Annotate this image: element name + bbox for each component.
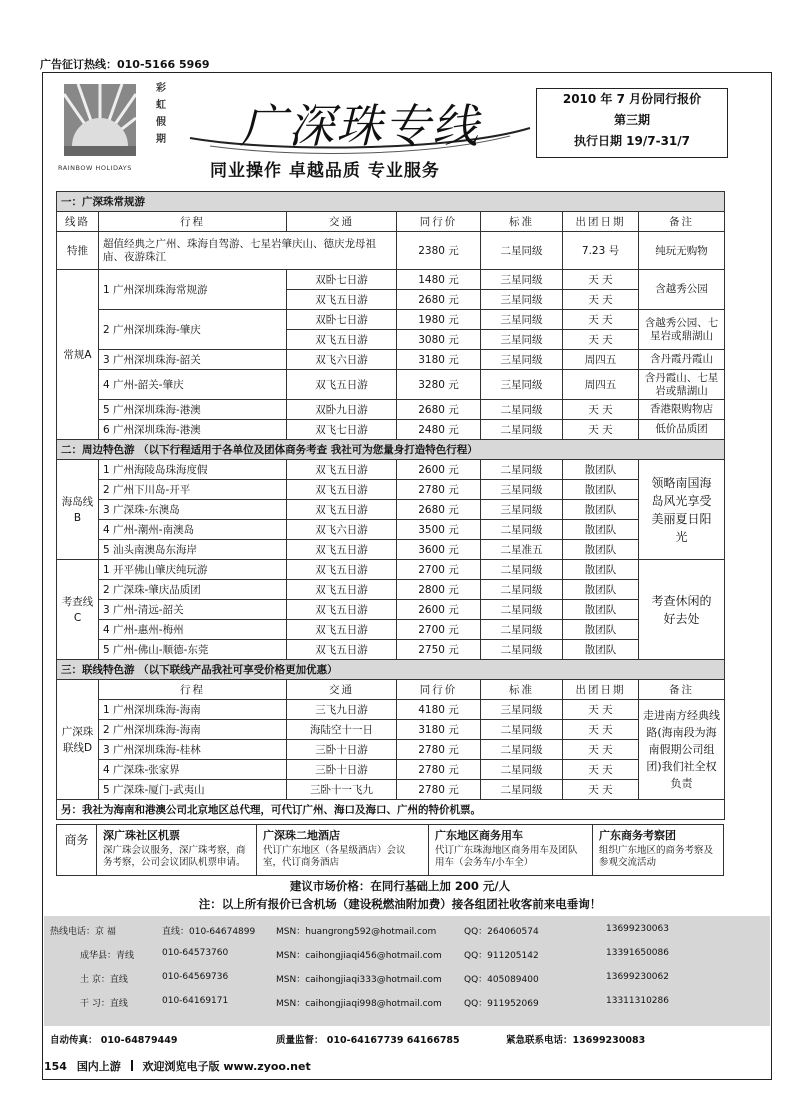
cell-departure: 散团队 bbox=[563, 520, 639, 540]
cell-departure: 天 天 bbox=[563, 330, 639, 350]
price-dates: 执行日期 19/7-31/7 bbox=[573, 134, 691, 148]
cell-transport: 海陆空十一日 bbox=[287, 720, 397, 740]
contact-qq: QQ：405089400 bbox=[464, 975, 539, 985]
header-price: 同行价 bbox=[397, 680, 481, 700]
cell-price: 2680 元 bbox=[397, 290, 481, 310]
cell-standard: 二星同级 bbox=[481, 580, 563, 600]
price-issue: 第三期 bbox=[613, 113, 650, 127]
cell-itinerary: 5 广州深圳珠海-港澳 bbox=[99, 400, 287, 420]
cell-standard: 二星同级 bbox=[481, 720, 563, 740]
suggested-price: 建议市场价格：在同行基础上加 200 元/人 bbox=[289, 879, 511, 893]
cell-price: 2380 元 bbox=[397, 232, 481, 270]
cell-standard: 二星同级 bbox=[481, 620, 563, 640]
service-title: 广东商务考察团 bbox=[599, 829, 676, 842]
group-label: 常规A bbox=[57, 270, 99, 440]
contact-msn: MSN：caihongjiaqi333@hotmail.com bbox=[276, 975, 442, 985]
section-2-title: 二：周边特色游 （以下行程适用于各单位及团体商务考查 我社可为您量身打造特色行程） bbox=[57, 440, 725, 460]
price-footnote: 注：以上所有报价已含机场（建设税燃油附加费）接各组团社收客前来电垂询！ bbox=[198, 897, 602, 911]
cell-price: 2780 元 bbox=[397, 740, 481, 760]
table-row bbox=[57, 540, 725, 560]
cell-departure: 散团队 bbox=[563, 600, 639, 620]
cell-itinerary: 1 广州海陵岛珠海度假 bbox=[99, 460, 287, 480]
contact-mobile: 13391650086 bbox=[606, 948, 669, 958]
service-desc: 代订广东地区（各星级酒店）会议室，代订商务酒店 bbox=[263, 845, 406, 868]
cell-remark: 香港限购物店 bbox=[639, 400, 725, 420]
contact-qq: QQ：264060574 bbox=[464, 927, 539, 937]
service-desc: 组织广东地区的商务考察及参观交流活动 bbox=[599, 845, 714, 868]
rainbow-logo bbox=[56, 76, 168, 184]
cell-transport: 双飞五日游 bbox=[287, 640, 397, 660]
cell-price: 3600 元 bbox=[397, 540, 481, 560]
table-row bbox=[57, 780, 725, 800]
logo-cn-name: 彩虹假期 bbox=[156, 83, 166, 145]
service-hotels bbox=[257, 825, 429, 875]
cell-transport: 双飞六日游 bbox=[287, 350, 397, 370]
contact-panel bbox=[44, 916, 770, 1026]
cell-departure: 散团队 bbox=[563, 500, 639, 520]
cell-itinerary: 3 广州深圳珠海-桂林 bbox=[99, 740, 287, 760]
cell-price: 2700 元 bbox=[397, 560, 481, 580]
service-title: 深广珠社区机票 bbox=[103, 829, 180, 842]
cell-itinerary: 4 广州-潮州-南澳岛 bbox=[99, 520, 287, 540]
fax: 自动传真： 010-64879449 bbox=[50, 1035, 178, 1046]
cell-standard: 二星同级 bbox=[481, 232, 563, 270]
cell-transport: 双飞五日游 bbox=[287, 580, 397, 600]
cell-remark: 考查休闲的好去处 bbox=[639, 560, 725, 660]
cell-remark: 领略南国海岛风光享受美丽夏日阳光 bbox=[639, 460, 725, 560]
group-label: 广深珠联线D bbox=[57, 680, 99, 800]
table-row bbox=[57, 310, 725, 330]
cell-standard: 二星同级 bbox=[481, 600, 563, 620]
price-table bbox=[56, 191, 725, 820]
cell-itinerary: 5 汕头南澳岛东海岸 bbox=[99, 540, 287, 560]
cell-itinerary: 超值经典之广州、珠海自驾游、七星岩肇庆山、德庆龙母祖庙、夜游珠江 bbox=[99, 232, 397, 270]
header-departure: 出团日期 bbox=[563, 680, 639, 700]
sun-logo-icon bbox=[64, 84, 136, 156]
cell-transport: 双飞五日游 bbox=[287, 480, 397, 500]
slogan: 同业操作 卓越品质 专业服务 bbox=[210, 161, 440, 181]
cell-standard: 二星同级 bbox=[481, 640, 563, 660]
header-transport: 交通 bbox=[287, 212, 397, 232]
header-remarks: 备注 bbox=[639, 212, 725, 232]
emergency-phone: 紧急联系电话：13699230083 bbox=[506, 1035, 646, 1046]
cell-remark: 含丹霞丹霞山 bbox=[639, 350, 725, 370]
cell-transport: 双卧九日游 bbox=[287, 400, 397, 420]
cell-departure: 天 天 bbox=[563, 420, 639, 440]
header-standard: 标准 bbox=[481, 680, 563, 700]
cell-transport: 双飞五日游 bbox=[287, 290, 397, 310]
contact-row bbox=[44, 996, 770, 1012]
cell-standard: 三星同级 bbox=[481, 290, 563, 310]
contact-mobile: 13699230063 bbox=[606, 924, 669, 934]
contact-row bbox=[44, 972, 770, 988]
section-1-title: 一：广深珠常规游 bbox=[57, 192, 725, 212]
footer-slogan: 欢迎浏览电子版 www.zyoo.net bbox=[142, 1060, 311, 1073]
table-row bbox=[57, 560, 725, 580]
cell-price: 3180 元 bbox=[397, 350, 481, 370]
cell-price: 1480 元 bbox=[397, 270, 481, 290]
contact-row bbox=[44, 948, 770, 964]
contact-city: 成华县：青线 bbox=[80, 951, 135, 961]
section-name: 国内上游 bbox=[76, 1060, 121, 1073]
cell-itinerary: 4 广深珠-张家界 bbox=[99, 760, 287, 780]
cell-standard: 三星同级 bbox=[481, 370, 563, 400]
contact-msn: MSN：caihongjiaqi456@hotmail.com bbox=[276, 951, 442, 961]
business-services bbox=[56, 824, 724, 876]
cell-price: 2600 元 bbox=[397, 460, 481, 480]
cell-price: 3080 元 bbox=[397, 330, 481, 350]
service-flights bbox=[97, 825, 257, 875]
cell-remark: 低价品质团 bbox=[639, 420, 725, 440]
cell-price: 2780 元 bbox=[397, 480, 481, 500]
cell-standard: 三星同级 bbox=[481, 270, 563, 290]
cell-transport: 双卧七日游 bbox=[287, 310, 397, 330]
cell-departure: 天 天 bbox=[563, 400, 639, 420]
contact-msn: MSN：caihongjiaqi998@hotmail.com bbox=[276, 999, 442, 1009]
table-row bbox=[57, 620, 725, 640]
header-departure: 出团日期 bbox=[563, 212, 639, 232]
cell-transport: 三飞九日游 bbox=[287, 700, 397, 720]
cell-departure: 散团队 bbox=[563, 620, 639, 640]
cell-price: 2480 元 bbox=[397, 420, 481, 440]
cell-departure: 散团队 bbox=[563, 640, 639, 660]
contact-qq: QQ：911952069 bbox=[464, 999, 539, 1009]
logo-en-name: RAINBOW HOLIDAYS bbox=[58, 164, 132, 172]
cell-itinerary: 2 广州深圳珠海-海南 bbox=[99, 720, 287, 740]
cell-price: 2680 元 bbox=[397, 500, 481, 520]
table-header bbox=[57, 212, 725, 232]
cell-price: 2800 元 bbox=[397, 580, 481, 600]
cell-transport: 双飞五日游 bbox=[287, 370, 397, 400]
quality-supervision: 质量监督： 010-64167739 64166785 bbox=[276, 1035, 460, 1046]
cell-transport: 三卧十日游 bbox=[287, 760, 397, 780]
table-row bbox=[57, 350, 725, 370]
cell-price: 2600 元 bbox=[397, 600, 481, 620]
cell-departure: 天 天 bbox=[563, 270, 639, 290]
cell-transport: 双飞五日游 bbox=[287, 620, 397, 640]
cell-price: 2700 元 bbox=[397, 620, 481, 640]
header-itinerary: 行程 bbox=[99, 212, 287, 232]
contact-tel: 010-64169171 bbox=[162, 996, 229, 1006]
table-header bbox=[57, 680, 725, 700]
cell-departure: 周四五 bbox=[563, 350, 639, 370]
cell-departure: 散团队 bbox=[563, 480, 639, 500]
table-row bbox=[57, 760, 725, 780]
service-title: 广东地区商务用车 bbox=[435, 829, 523, 842]
cell-itinerary: 1 广州深圳珠海常规游 bbox=[99, 270, 287, 310]
cell-itinerary: 5 广州-佛山-顺德-东莞 bbox=[99, 640, 287, 660]
cell-standard: 三星同级 bbox=[481, 500, 563, 520]
service-desc: 深广珠会议服务，深广珠考察，商务考察，公司会议团队机票申请。 bbox=[103, 845, 246, 868]
cell-remark: 含越秀公园、七星岩或鼎湖山 bbox=[639, 310, 725, 350]
contact-qq: QQ：911205142 bbox=[464, 951, 539, 961]
cell-price: 1980 元 bbox=[397, 310, 481, 330]
cell-standard: 二星准五 bbox=[481, 540, 563, 560]
cell-itinerary: 3 广州-清远-韶关 bbox=[99, 600, 287, 620]
table-row bbox=[57, 720, 725, 740]
price-month: 2010 年 7 月份同行报价 bbox=[562, 92, 702, 106]
cell-transport: 双飞五日游 bbox=[287, 500, 397, 520]
cell-itinerary: 5 广深珠-厦门-武夷山 bbox=[99, 780, 287, 800]
cell-transport: 三卧十一飞九 bbox=[287, 780, 397, 800]
group-label: 海岛线B bbox=[57, 460, 99, 560]
contact-msn: MSN：huangrong592@hotmail.com bbox=[276, 927, 437, 937]
page-footer bbox=[44, 1058, 311, 1074]
cell-itinerary: 6 广州深圳珠海-港澳 bbox=[99, 420, 287, 440]
cell-transport: 双飞五日游 bbox=[287, 560, 397, 580]
cell-remark: 走进南方经典线路(海南段为海南假期公司组团)我们社全权负责 bbox=[639, 700, 725, 800]
cell-itinerary: 4 广州-韶关-肇庆 bbox=[99, 370, 287, 400]
table-row bbox=[57, 370, 725, 400]
cell-remark: 含丹霞山、七星岩或鼎湖山 bbox=[639, 370, 725, 400]
table-row bbox=[57, 400, 725, 420]
cell-price: 2780 元 bbox=[397, 780, 481, 800]
contact-city: 干 习：直线 bbox=[80, 999, 128, 1009]
cell-standard: 二星同级 bbox=[481, 740, 563, 760]
cell-price: 4180 元 bbox=[397, 700, 481, 720]
header-itinerary: 行程 bbox=[99, 680, 287, 700]
cell-standard: 二星同级 bbox=[481, 420, 563, 440]
cell-standard: 二星同级 bbox=[481, 760, 563, 780]
cell-transport: 双卧七日游 bbox=[287, 270, 397, 290]
cell-standard: 二星同级 bbox=[481, 460, 563, 480]
section-3-title: 三：联线特色游 （以下联线产品我社可享受价格更加优惠） bbox=[57, 660, 725, 680]
cell-standard: 二星同级 bbox=[481, 780, 563, 800]
table-row bbox=[57, 700, 725, 720]
service-inspection bbox=[593, 825, 723, 875]
cell-itinerary: 2 广州深圳珠海-肇庆 bbox=[99, 310, 287, 350]
cell-price: 3280 元 bbox=[397, 370, 481, 400]
cell-standard: 三星同级 bbox=[481, 330, 563, 350]
page-title: 广深珠专线 bbox=[240, 99, 480, 153]
cell-departure: 天 天 bbox=[563, 290, 639, 310]
table-row bbox=[57, 520, 725, 540]
table-row bbox=[57, 740, 725, 760]
page-number: 154 bbox=[44, 1060, 67, 1073]
cell-departure: 散团队 bbox=[563, 560, 639, 580]
cell-itinerary: 2 广州下川岛-开平 bbox=[99, 480, 287, 500]
group-label: 特推 bbox=[57, 232, 99, 270]
table-row bbox=[57, 270, 725, 290]
cell-departure: 天 天 bbox=[563, 700, 639, 720]
cell-price: 2750 元 bbox=[397, 640, 481, 660]
service-vehicles bbox=[429, 825, 593, 875]
cell-transport: 双飞六日游 bbox=[287, 520, 397, 540]
price-period-box bbox=[536, 88, 728, 158]
group-label: 考查线C bbox=[57, 560, 99, 660]
cell-transport: 双飞五日游 bbox=[287, 330, 397, 350]
header-standard: 标准 bbox=[481, 212, 563, 232]
cell-departure: 7.23 号 bbox=[563, 232, 639, 270]
cell-transport: 双飞五日游 bbox=[287, 540, 397, 560]
cell-transport: 三卧十日游 bbox=[287, 740, 397, 760]
cell-standard: 二星同级 bbox=[481, 400, 563, 420]
cell-itinerary: 1 广州深圳珠海-海南 bbox=[99, 700, 287, 720]
cell-standard: 三星同级 bbox=[481, 310, 563, 330]
cell-remark: 纯玩无购物 bbox=[639, 232, 725, 270]
service-title: 广深珠二地酒店 bbox=[263, 829, 340, 842]
cell-itinerary: 2 广深珠-肇庆品质团 bbox=[99, 580, 287, 600]
cell-departure: 周四五 bbox=[563, 370, 639, 400]
cell-itinerary: 3 广州深圳珠海-韶关 bbox=[99, 350, 287, 370]
contact-city: 热线电话：京 福 bbox=[50, 927, 116, 937]
cell-standard: 三星同级 bbox=[481, 700, 563, 720]
table-row bbox=[57, 420, 725, 440]
contact-mobile: 13699230062 bbox=[606, 972, 669, 982]
agent-note: 另：我社为海南和港澳公司北京地区总代理，可代订广州、海口及海口、广州的特价机票。 bbox=[57, 800, 725, 820]
cell-departure: 散团队 bbox=[563, 460, 639, 480]
cell-transport: 双飞五日游 bbox=[287, 600, 397, 620]
contact-city: 土 京：直线 bbox=[80, 975, 128, 985]
contact-row bbox=[44, 924, 770, 940]
cell-transport: 双飞七日游 bbox=[287, 420, 397, 440]
cell-departure: 散团队 bbox=[563, 580, 639, 600]
table-row bbox=[57, 500, 725, 520]
cell-standard: 三星同级 bbox=[481, 480, 563, 500]
table-row bbox=[57, 480, 725, 500]
extra-contacts bbox=[44, 1028, 770, 1046]
contact-tel: 直线：010-64674899 bbox=[162, 927, 256, 937]
contact-tel: 010-64569736 bbox=[162, 972, 229, 982]
header-route: 线路 bbox=[57, 212, 99, 232]
cell-remark: 含越秀公园 bbox=[639, 270, 725, 310]
table-row bbox=[57, 600, 725, 620]
header-remarks: 备注 bbox=[639, 680, 725, 700]
business-label: 商务 bbox=[57, 825, 97, 875]
cell-transport: 双飞五日游 bbox=[287, 460, 397, 480]
cell-departure: 天 天 bbox=[563, 760, 639, 780]
cell-standard: 二星同级 bbox=[481, 560, 563, 580]
cell-standard: 三星同级 bbox=[481, 350, 563, 370]
footer-divider bbox=[131, 1060, 133, 1071]
table-row bbox=[57, 460, 725, 480]
cell-price: 3500 元 bbox=[397, 520, 481, 540]
cell-departure: 天 天 bbox=[563, 720, 639, 740]
table-row bbox=[57, 640, 725, 660]
cell-itinerary: 4 广州-惠州-梅州 bbox=[99, 620, 287, 640]
ad-hotline: 广告征订热线：010-5166 5969 bbox=[40, 58, 210, 71]
cell-departure: 天 天 bbox=[563, 310, 639, 330]
cell-standard: 二星同级 bbox=[481, 520, 563, 540]
table-row bbox=[57, 580, 725, 600]
contact-mobile: 13311310286 bbox=[606, 996, 669, 1006]
header-transport: 交通 bbox=[287, 680, 397, 700]
service-desc: 代订广东珠海地区商务用车及团队用车（会务车/小车全） bbox=[435, 845, 578, 868]
header-price: 同行价 bbox=[397, 212, 481, 232]
cell-price: 2780 元 bbox=[397, 760, 481, 780]
cell-itinerary: 1 开平佛山肇庆纯玩游 bbox=[99, 560, 287, 580]
cell-departure: 散团队 bbox=[563, 540, 639, 560]
cell-itinerary: 3 广深珠-东澳岛 bbox=[99, 500, 287, 520]
cell-departure: 天 天 bbox=[563, 740, 639, 760]
cell-departure: 天 天 bbox=[563, 780, 639, 800]
table-row bbox=[57, 232, 725, 270]
contact-tel: 010-64573760 bbox=[162, 948, 229, 958]
cell-price: 2680 元 bbox=[397, 400, 481, 420]
cell-price: 3180 元 bbox=[397, 720, 481, 740]
